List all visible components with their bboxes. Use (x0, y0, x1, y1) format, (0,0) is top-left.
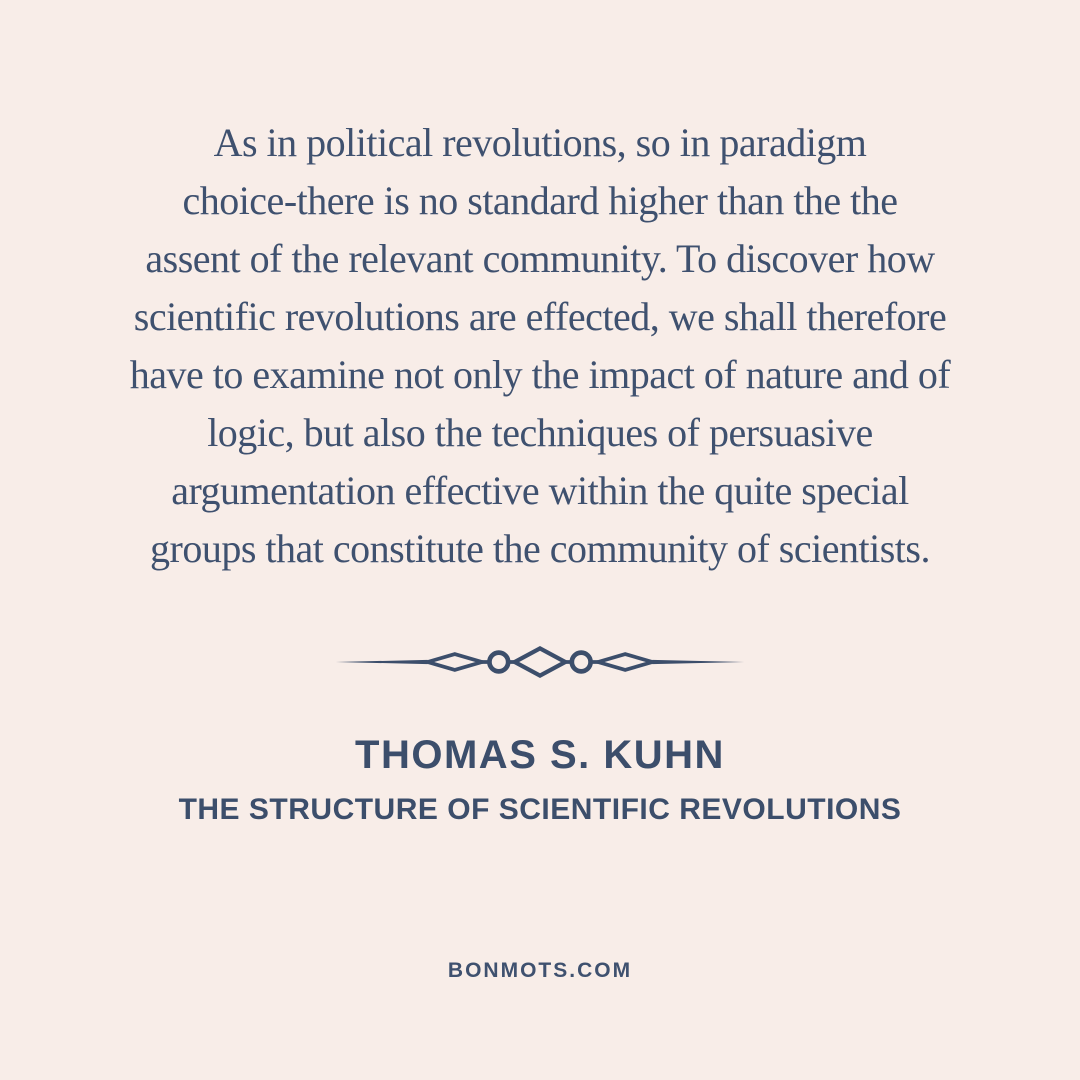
quote-line: logic, but also the techniques of persuasive (207, 410, 873, 455)
author-name: THOMAS S. KUHN (355, 733, 725, 777)
quote-line: As in political revolutions, so in paradigm (213, 120, 867, 165)
quote-line: argumentation effective within the quite special (171, 468, 909, 513)
ornamental-divider-icon (0, 641, 1080, 688)
quote-line: scientific revolutions are effected, we shall therefore (133, 294, 947, 339)
quote-line: assent of the relevant community. To discover how (145, 236, 935, 281)
quote-line: choice-there is no standard higher than the the (182, 178, 898, 223)
site-watermark: BONMOTS.COM (447, 959, 633, 982)
quote-text (0, 114, 1080, 578)
quote-line: groups that constitute the community of scientists. (150, 526, 930, 571)
quote-line: have to examine not only the impact of nature and of (129, 352, 951, 397)
source-title: THE STRUCTURE OF SCIENTIFIC REVOLUTIONS (178, 793, 902, 826)
